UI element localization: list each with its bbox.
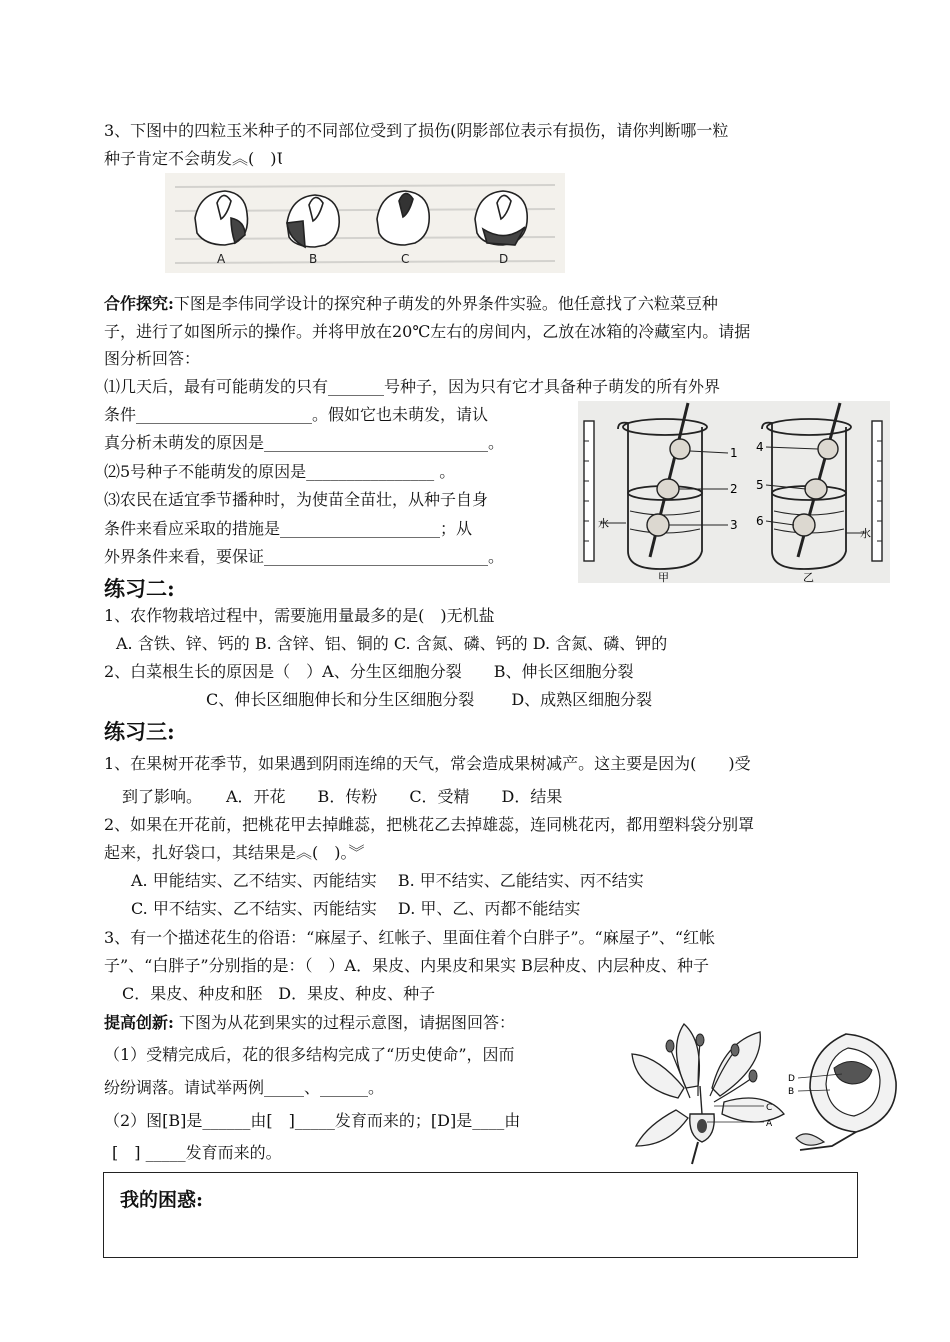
- fruit-diagram: [786, 1024, 916, 1152]
- seed-label-d: D: [499, 252, 509, 266]
- ex3-q1-line2: 到了影响。 A．开花 B．传粉 C．受精 D．结果: [122, 787, 563, 806]
- seed-label-a: A: [217, 252, 226, 266]
- beaker-experiment-figure: [578, 401, 890, 583]
- seed-number-1: 1: [730, 446, 738, 460]
- innov-q2-line1: （2）图[B]是______由[ ]_____发育而来的；[D]是____由: [104, 1111, 521, 1130]
- seed-number-2: 2: [730, 482, 738, 496]
- water-label-right: 水: [860, 527, 871, 540]
- q3-line2: 种子肯定不会萌发︽( )Ɩ: [104, 149, 283, 168]
- seed-number-5: 5: [756, 478, 764, 492]
- innov-q2-line2: [ ] _____发育而来的。: [112, 1143, 282, 1162]
- ex3-q3-line1: 3、有一个描述花生的俗语：“麻屋子、红帐子、里面住着个白胖子”。“麻屋子”、“红帐: [104, 928, 716, 947]
- coop-intro-line3: 图分析回答：: [104, 349, 201, 368]
- coop-q2: ⑵5号种子不能萌发的原因是________________ 。: [104, 462, 456, 481]
- beaker-label-yi: 乙: [803, 571, 814, 583]
- coop-q1-line3: 真分析未萌发的原因是____________________________。: [104, 433, 505, 452]
- coop-q3-line3: 外界条件来看，要保证____________________________。: [104, 547, 505, 566]
- coop-title: 合作探究:: [104, 294, 174, 313]
- ex3-q3-line2: 子”、“白胖子”分别指的是：（ ）A．果皮、内果皮和果实 B层种皮、内层种皮、种子: [104, 956, 709, 975]
- coop-q3-line1: ⑶农民在适宜季节播种时，为使苗全苗壮，从种子自身: [104, 490, 489, 509]
- ex3-q2-option-ab: A. 甲能结实、乙不结实、丙能结实 B. 甲不结实、乙能结实、丙不结实: [131, 871, 644, 890]
- ex3-q3-line3: C．果皮、种皮和胚 D．果皮、种皮、种子: [122, 984, 436, 1003]
- confusion-title: 我的困惑:: [120, 1189, 204, 1211]
- confusion-box: [103, 1172, 858, 1258]
- coop-intro-line2: 子，进行了如图所示的操作。并将甲放在20℃左右的房间内，乙放在冰箱的冷藏室内。请据: [104, 322, 751, 341]
- ex2-q1-options: A. 含铁、锌、钙的 B. 含锌、铝、铜的 C. 含氮、磷、钙的 D. 含氮、磷、钾的: [116, 634, 668, 653]
- ex2-q1: 1、农作物栽培过程中，需要施用量最多的是( )无机盐: [104, 606, 495, 625]
- innov-q1-line1: （1）受精完成后，花的很多结构完成了“历史使命”，因而: [104, 1045, 515, 1064]
- innov-title: 提高创新:: [104, 1013, 174, 1032]
- coop-intro-line1: [104, 294, 718, 314]
- flower-label-c: C: [766, 1103, 773, 1113]
- water-label-left: 水: [598, 517, 609, 530]
- corn-seeds-figure: [165, 173, 565, 273]
- seed-label-b: B: [309, 252, 318, 266]
- seed-number-6: 6: [756, 514, 764, 528]
- flower-diagram: [628, 1018, 788, 1166]
- seed-number-3: 3: [730, 518, 738, 532]
- coop-intro1: 下图是李伟同学设计的探究种子萌发的外界条件实验。他任意找了六粒菜豆种: [173, 294, 718, 313]
- coop-q1-line1: ⑴几天后，最有可能萌发的只有_______号种子，因为只有它才具备种子萌发的所有外界: [104, 377, 721, 396]
- innov-intro: 下图为从花到果实的过程示意图，请据图回答：: [173, 1013, 516, 1032]
- flower-label-a: A: [766, 1119, 773, 1129]
- seed-number-4: 4: [756, 440, 764, 454]
- innov-intro-line: [104, 1013, 515, 1033]
- q3-line1: 3、下图中的四粒玉米种子的不同部位受到了损伤(阴影部位表示有损伤，请你判断哪一粒: [104, 121, 729, 140]
- ex3-q2-line1: 2、如果在开花前，把桃花甲去掉雌蕊，把桃花乙去掉雄蕊，连同桃花丙，都用塑料袋分别罩: [104, 815, 755, 834]
- coop-q3-line2: 条件来看应采取的措施是____________________；从: [104, 519, 473, 538]
- ex3-q1-line1: 1、在果树开花季节，如果遇到阴雨连绵的天气，常会造成果树减产。这主要是因为( )受: [104, 754, 751, 773]
- ex2-q2-options: C、伸长区细胞伸长和分生区细胞分裂 D、成熟区细胞分裂: [206, 690, 653, 709]
- ex3-q2-line2: 起来，扎好袋口，其结果是︽( )。︾: [104, 843, 365, 862]
- ex3-q2-option-cd: C. 甲不结实、乙不结实、丙能结实 D. 甲、乙、丙都不能结实: [131, 899, 581, 918]
- fruit-label-d: D: [788, 1074, 795, 1084]
- ex2-q2: 2、白菜根生长的原因是（ ）A、分生区细胞分裂 B、伸长区细胞分裂: [104, 662, 634, 681]
- ex2-title: 练习二:: [104, 576, 175, 601]
- coop-q1-line2: 条件______________________。假如它也未萌发，请认: [104, 405, 489, 424]
- fruit-label-b: B: [788, 1087, 795, 1097]
- seed-label-c: C: [401, 252, 410, 266]
- beaker-label-jia: 甲: [658, 571, 669, 583]
- seed-c: [377, 191, 429, 245]
- innov-q1-line2: 纷纷调落。请试举两例_____、______。: [104, 1078, 385, 1097]
- seed-d: [475, 191, 527, 245]
- ex3-title: 练习三:: [104, 719, 175, 744]
